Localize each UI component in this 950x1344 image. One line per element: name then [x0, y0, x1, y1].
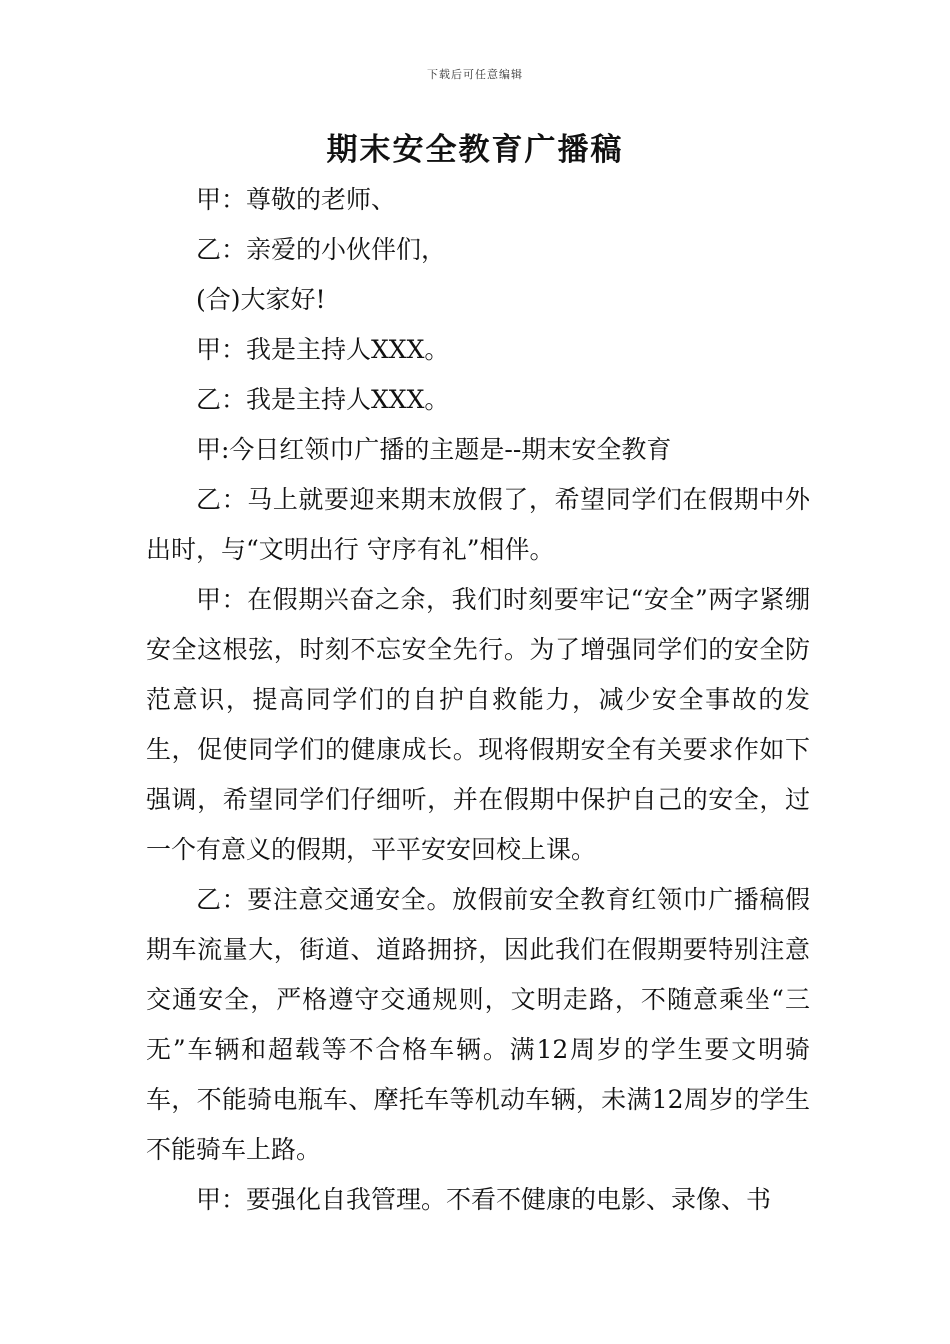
document-title: 期末安全教育广播稿	[326, 132, 624, 168]
document-body	[146, 175, 810, 1225]
paragraph-self-management: 甲：要强化自我管理。不看不健康的电影、录像、书	[196, 1185, 772, 1214]
paragraph-greeting-teacher: 甲：尊敬的老师、	[196, 185, 397, 214]
paragraph-traffic-safety: 乙：要注意交通安全。放假前安全教育红领巾广播稿假期车流量大，街道、道路拥挤，因此我们在假期要特别注意交通安全，严格遵守交通规则，文明走路，不随意乘坐“三无”车辆和超载等不合格车辆。满12周岁的学生要文明骑车，不能骑电瓶车、摩托车等机动车辆，未满12周岁的学生不能骑车上路。	[146, 885, 810, 1164]
paragraph-host-b-intro: 乙：我是主持人XXX。	[196, 385, 450, 414]
paragraph-hello-all: (合)大家好!	[196, 285, 326, 314]
paragraph-broadcast-theme: 甲:今日红领巾广播的主题是--期末安全教育	[196, 435, 672, 464]
page-header-note: 下载后可任意编辑	[427, 68, 523, 81]
paragraph-civilized-travel: 乙：马上就要迎来期末放假了，希望同学们在假期中外出时，与“文明出行 守序有礼”相伴。	[146, 485, 810, 564]
paragraph-host-a-intro: 甲：我是主持人XXX。	[196, 335, 450, 364]
paragraph-safety-awareness: 甲：在假期兴奋之余，我们时刻要牢记“安全”两字紧绷安全这根弦，时刻不忘安全先行。为了增强同学们的安全防范意识，提高同学们的自护自救能力，减少安全事故的发生，促使同学们的健康成长。现将假期安全有关要求作如下强调，希望同学们仔细听，并在假期中保护自己的安全，过一个有意义的假期，平平安安回校上课。	[146, 585, 810, 864]
paragraph-greeting-friends: 乙：亲爱的小伙伴们，	[196, 235, 447, 264]
